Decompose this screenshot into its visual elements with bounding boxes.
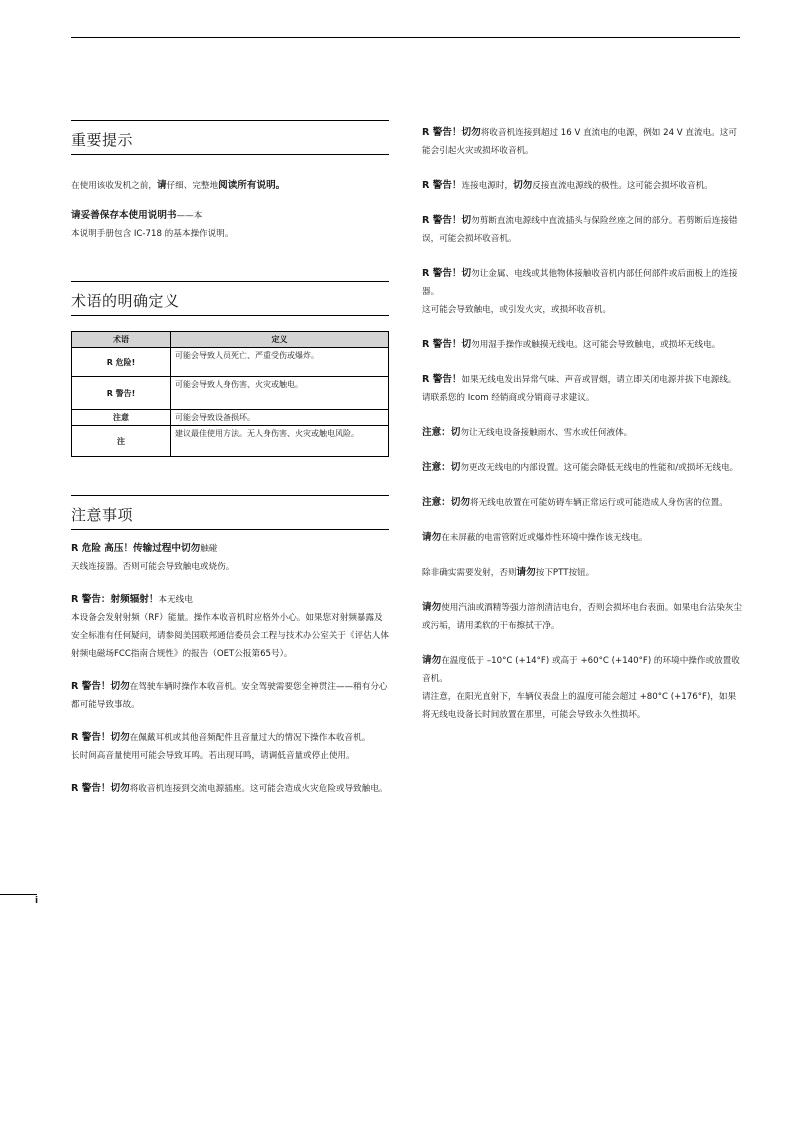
header-rule [71, 37, 740, 38]
section-title-precautions: 注意事项 [71, 495, 389, 530]
note-item: 请勿在温度低于 –10°C (+14°F) 或高于 +60°C (+140°F) 的环境中操作或放置收音机。 请注意，在阳光直射下，车辆仪表盘上的温度可能会超过 +80°C (+176°F)，如果将无线电设备长时间放置在那里，可能会导致永久性损坏。 [422, 655, 740, 720]
caution-item: 注意：切勿让无线电设备接触雨水、雪水或任何液体。 [422, 427, 633, 438]
caution-item: 注意：切勿将无线电放置在可能妨碍车辆正常运行或可能造成人身伤害的位置。 [422, 497, 728, 508]
keep-manual-body: 本说明手册包含 IC-718 的基本操作说明。 [71, 229, 234, 239]
precaution-item: R 危险 高压！传输过程中切勿触碰 天线连接器。否则可能会导致触电或烧伤。 [71, 543, 235, 572]
table-row [72, 348, 389, 377]
precaution-item: R 警告！切勿将收音机连接到交流电源插座。这可能会造成火灾危险或导致触电。 [71, 783, 388, 794]
caution-item: 注意：切勿更改无线电的内部设置。这可能会降低无线电的性能和/或损坏无线电。 [422, 462, 739, 473]
term-cell: 注意 [72, 410, 171, 426]
warning-item: R 警告！切勿剪断直流电源线中直流插头与保险丝座之间的部分。若剪断后连接错误，可能会损坏收音机。 [422, 215, 738, 244]
table-row [72, 377, 389, 410]
section-title-important: 重要提示 [71, 120, 389, 155]
page-number: i [35, 896, 39, 906]
precaution-item: R 警告：射频辐射！本无线电 本设备会发射射频（RF）能量。操作本收音机时应格外小心。如果您对射频暴露及安全标准有任何疑问，请参阅美国联邦通信委员会工程与技术办公室关于《评估人体射频电磁场FCC指南合规性》的报告（OET公报第65号）。 [71, 594, 389, 659]
table-row [72, 426, 389, 457]
col-def-header: 定义 [171, 332, 389, 348]
warning-item: R 警告！连接电源时，切勿反接直流电源线的极性。这可能会损坏收音机。 [422, 180, 713, 191]
keep-manual-heading: 请妥善保存本使用说明书——本 [71, 210, 203, 221]
terms-table-header [72, 332, 389, 348]
warning-item: R 警告！切勿用湿手操作或触摸无线电。这可能会导致触电，或损坏无线电。 [422, 339, 721, 350]
def-cell: 可能会导致人身伤害、火灾或触电。 [171, 377, 389, 410]
def-cell: 可能会导致设备损坏。 [171, 410, 389, 426]
note-item: 除非确实需要发射，否则请勿按下PTT按钮。 [422, 567, 595, 578]
table-row [72, 410, 389, 426]
warning-item: R 警告！切勿让金属、电线或其他物体接触收音机内部任何部件或后面板上的连接器。 这可能会导致触电，或引发火灾，或损坏收音机。 [422, 268, 738, 315]
intro-paragraph: 在使用该收发机之前，请仔细、完整地阅读所有说明。 [71, 180, 286, 191]
col-term-header: 术语 [72, 332, 171, 348]
def-cell: 建议最佳使用方法。无人身伤害、火灾或触电风险。 [171, 426, 389, 457]
note-item: 请勿使用汽油或酒精等强力溶剂清洁电台，否则会损坏电台表面。如果电台沾染灰尘或污垢，请用柔软的干布擦拭干净。 [422, 602, 742, 631]
section-title-terms: 术语的明确定义 [71, 281, 389, 316]
left-column [71, 120, 389, 798]
warning-item: R 警告！如果无线电发出异常气味、声音或冒烟，请立即关闭电源并拔下电源线。请联系您的 Icom 经销商或分销商寻求建议。 [422, 374, 737, 403]
terms-table [71, 331, 389, 457]
def-cell: 可能会导致人员死亡、严重受伤或爆炸。 [171, 348, 389, 377]
precaution-item: R 警告！切勿在驾驶车辆时操作本收音机。安全驾驶需要您全神贯注——稍有分心都可能导致事故。 [71, 681, 388, 710]
warning-item: R 警告！切勿将收音机连接到超过 16 V 直流电的电源，例如 24 V 直流电。这可能会引起火灾或损坏收音机。 [422, 127, 737, 156]
term-cell: R 警告! [72, 377, 171, 410]
term-cell: 注 [72, 426, 171, 457]
note-item: 请勿在未屏蔽的电雷管附近或爆炸性环境中操作该无线电。 [422, 532, 648, 543]
right-column [422, 124, 742, 724]
precaution-item: R 警告！切勿在佩戴耳机或其他音频配件且音量过大的情况下操作本收音机。 长时间高音量使用可能会导致耳鸣。若出现耳鸣，请调低音量或停止使用。 [71, 732, 371, 761]
page-number-rule [0, 894, 37, 895]
term-cell: R 危险! [72, 348, 171, 377]
